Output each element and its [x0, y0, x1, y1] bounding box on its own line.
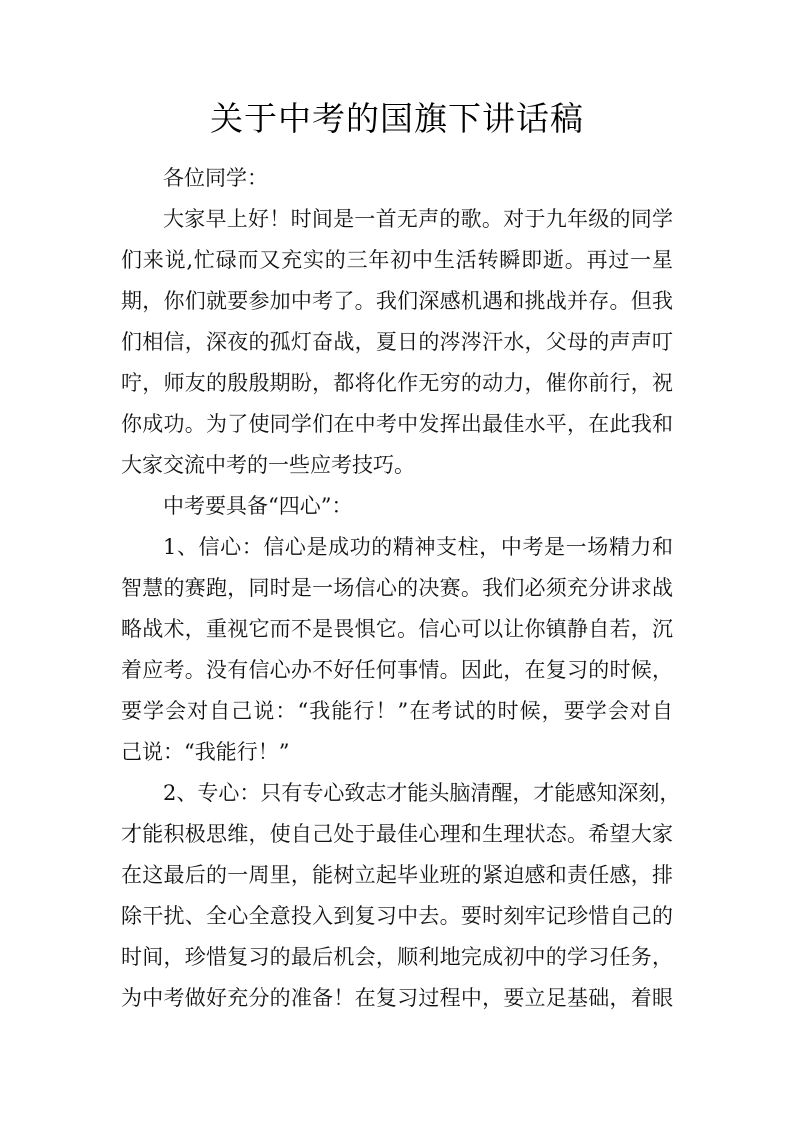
text-line: 着应考。没有信心办不好任何事情。因此，在复习的时候， — [121, 658, 673, 682]
text-line: 为中考做好充分的准备！在复习过程中，要立足基础，着眼 — [121, 986, 673, 1010]
text-line: 要学会对自己说：“我能行！”在考试的时候，要学会对自 — [121, 699, 673, 723]
text-line: 1、信心：信心是成功的精神支柱，中考是一场精力和 — [163, 535, 673, 559]
text-line: 大家早上好！时间是一首无声的歌。对于九年级的同学 — [163, 207, 673, 231]
text-line: 咛，师友的殷殷期盼，都将化作无穷的动力，催你前行，祝 — [121, 371, 673, 395]
document-title: 关于中考的国旗下讲话稿 — [210, 99, 584, 138]
text-line: 们相信，深夜的孤灯奋战，夏日的涔涔汗水，父母的声声叮 — [121, 330, 673, 354]
text-line: 时间，珍惜复习的最后机会，顺利地完成初中的学习任务， — [121, 945, 673, 969]
text-line: 你成功。为了使同学们在中考中发挥出最佳水平，在此我和 — [121, 412, 673, 436]
text-line: 中考要具备“四心”： — [163, 494, 353, 518]
text-line: 除干扰、全心全意投入到复习中去。要时刻牢记珍惜自己的 — [121, 904, 673, 928]
text-line: 智慧的赛跑，同时是一场信心的决赛。我们必须充分讲求战 — [121, 576, 673, 600]
text-line: 己说：“我能行！” — [121, 740, 290, 764]
text-line: 2、专心：只有专心致志才能头脑清醒，才能感知深刻， — [163, 781, 681, 805]
text-line: 各位同学： — [163, 166, 268, 190]
document-body — [121, 158, 681, 1019]
text-line: 们来说,忙碌而又充实的三年初中生活转瞬即逝。再过一星 — [121, 248, 673, 272]
text-line: 期，你们就要参加中考了。我们深感机遇和挑战并存。但我 — [121, 289, 673, 313]
text-line: 大家交流中考的一些应考技巧。 — [121, 453, 415, 477]
text-line: 略战术，重视它而不是畏惧它。信心可以让你镇静自若，沉 — [121, 617, 673, 641]
text-line: 在这最后的一周里，能树立起毕业班的紧迫感和责任感，排 — [121, 863, 673, 887]
text-line: 才能积极思维，使自己处于最佳心理和生理状态。希望大家 — [121, 822, 673, 846]
